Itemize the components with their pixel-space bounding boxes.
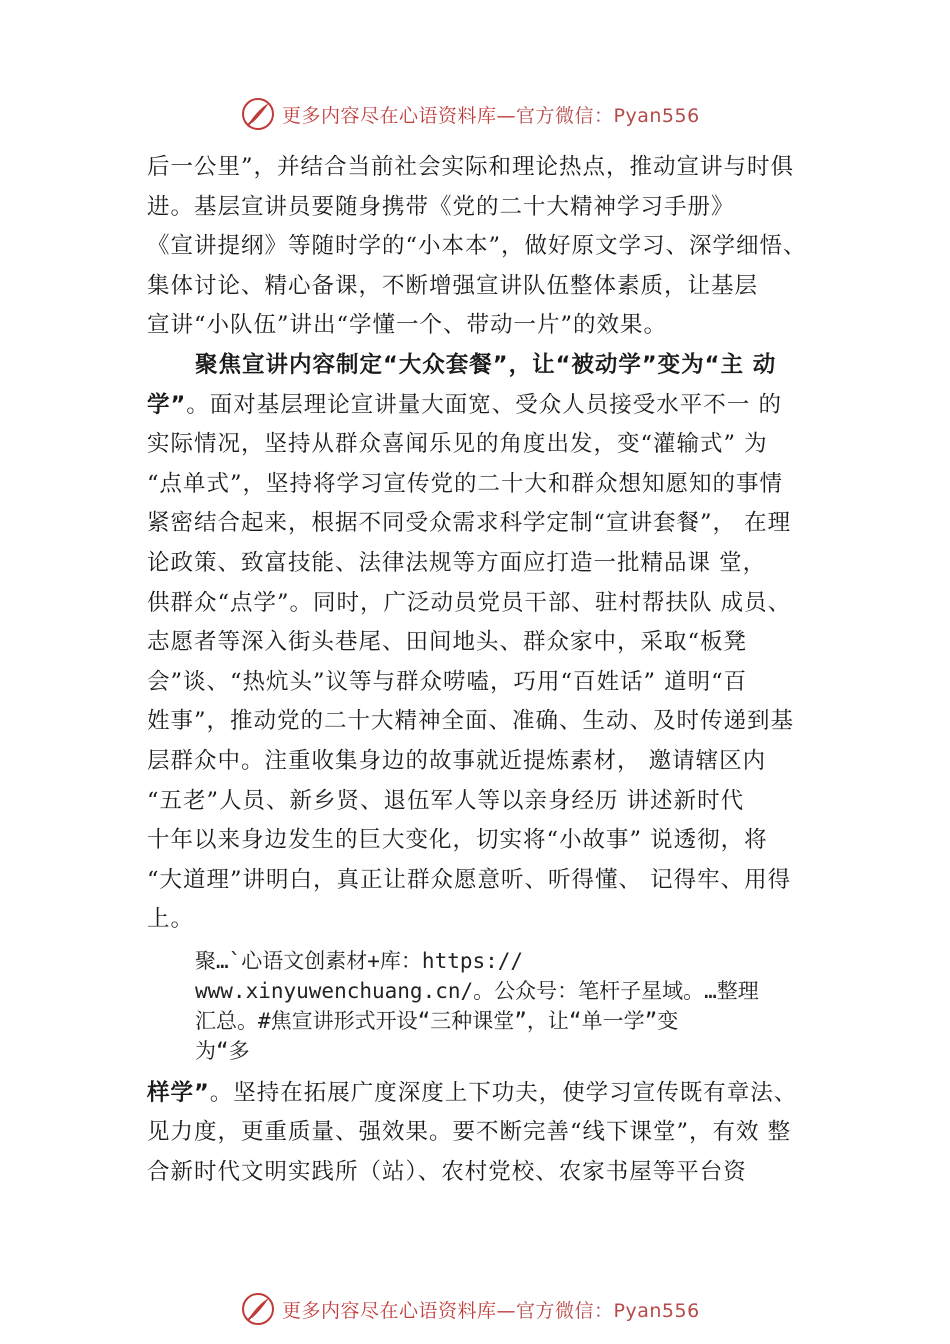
text-line: 样学”。坚持在拓展广度深度上下功夫，使学习宣传既有章法、: [147, 1079, 798, 1106]
text-line: 供群众“点学”。同时，广泛动员党员干部、驻村帮扶队 成员、: [147, 589, 792, 616]
quill-logo-icon: [240, 96, 276, 132]
text-line: 上。: [147, 906, 195, 933]
text-line: 层群众中。注重收集身边的故事就近提炼素材， 邀请辖区内: [147, 747, 767, 774]
text-line: “大道理”讲明白，真正让群众愿意听、听得懂、 记得牢、用得: [147, 866, 792, 893]
watermark-banner-top: [240, 94, 760, 134]
text-line: 论政策、致富技能、法律法规等方面应打造一批精品课 堂，: [147, 549, 767, 576]
inserted-source-note: [195, 946, 837, 1066]
note-line: 聚…`心语文创素材+库：https://: [195, 948, 524, 973]
text-line: 《宣讲提纲》等随时学的“小本本”，做好原文学习、深学细悟、: [147, 233, 807, 260]
text-line: 实际情况，坚持从群众喜闻乐见的角度出发，变“灌输式” 为: [147, 431, 768, 458]
text-line: 合新时代文明实践所（站）、农村党校、农家书屋等平台资: [147, 1159, 747, 1186]
text-line: 姓事”，推动党的二十大精神全面、准确、生动、及时传递到基: [147, 708, 795, 735]
note-line: www.xinyuwenchuang.cn/。公众号：笔杆子星域。…整理: [195, 978, 759, 1003]
paragraph-1: [147, 148, 837, 346]
text-line: 集体讨论、精心备课，不断增强宣讲队伍整体素质，让基层: [147, 272, 759, 299]
watermark-text: 更多内容尽在心语资料库—官方微信：Pyan556: [282, 1299, 700, 1322]
document-body: [147, 148, 837, 1193]
text-line: 学”。面对基层理论宣讲量大面宽、受众人员接受水平不一 的: [147, 391, 782, 418]
paragraph-3: [147, 1074, 837, 1193]
text-line: 十年以来身边发生的巨大变化，切实将“小故事” 说透彻，将: [147, 827, 768, 854]
text-line: 紧密结合起来，根据不同受众需求科学定制“宣讲套餐”， 在理: [147, 510, 792, 537]
note-line: 汇总。#焦宣讲形式开设“三种课堂”，让“单一学”变: [195, 1008, 679, 1033]
section-heading-tail: 学”: [147, 391, 187, 418]
text-line: 见力度，更重质量、强效果。要不断完善“线下课堂”，有效 整: [147, 1119, 792, 1146]
text-line: 宣讲“小队伍”讲出“学懂一个、带动一片”的效果。: [147, 312, 668, 339]
text-line: 会”谈、“热炕头”议等与群众唠嗑，巧用“百姓话” 道明“百: [147, 668, 748, 695]
paragraph-2: [147, 346, 837, 940]
note-line: 为“多: [195, 1038, 250, 1063]
text-line: 志愿者等深入街头巷尾、田间地头、群众家中，采取“板凳: [147, 629, 748, 656]
watermark-banner-bottom: [240, 1289, 760, 1329]
section-heading-tail: 样学”: [147, 1079, 210, 1106]
watermark-text: 更多内容尽在心语资料库—官方微信：Pyan556: [282, 104, 700, 127]
text-line: 进。基层宣讲员要随身携带《党的二十大精神学习手册》: [147, 193, 735, 220]
section-heading: 聚焦宣讲内容制定“大众套餐”，让“被动学”变为“主 动: [195, 351, 777, 378]
text-line: “点单式”，坚持将学习宣传党的二十大和群众想知愿知的事情: [147, 470, 784, 497]
text-line: “五老”人员、新乡贤、退伍军人等以亲身经历 讲述新时代: [147, 787, 745, 814]
text-line: 后一公里”，并结合当前社会实际和理论热点，推动宣讲与时俱: [147, 154, 795, 180]
quill-logo-icon: [240, 1291, 276, 1327]
